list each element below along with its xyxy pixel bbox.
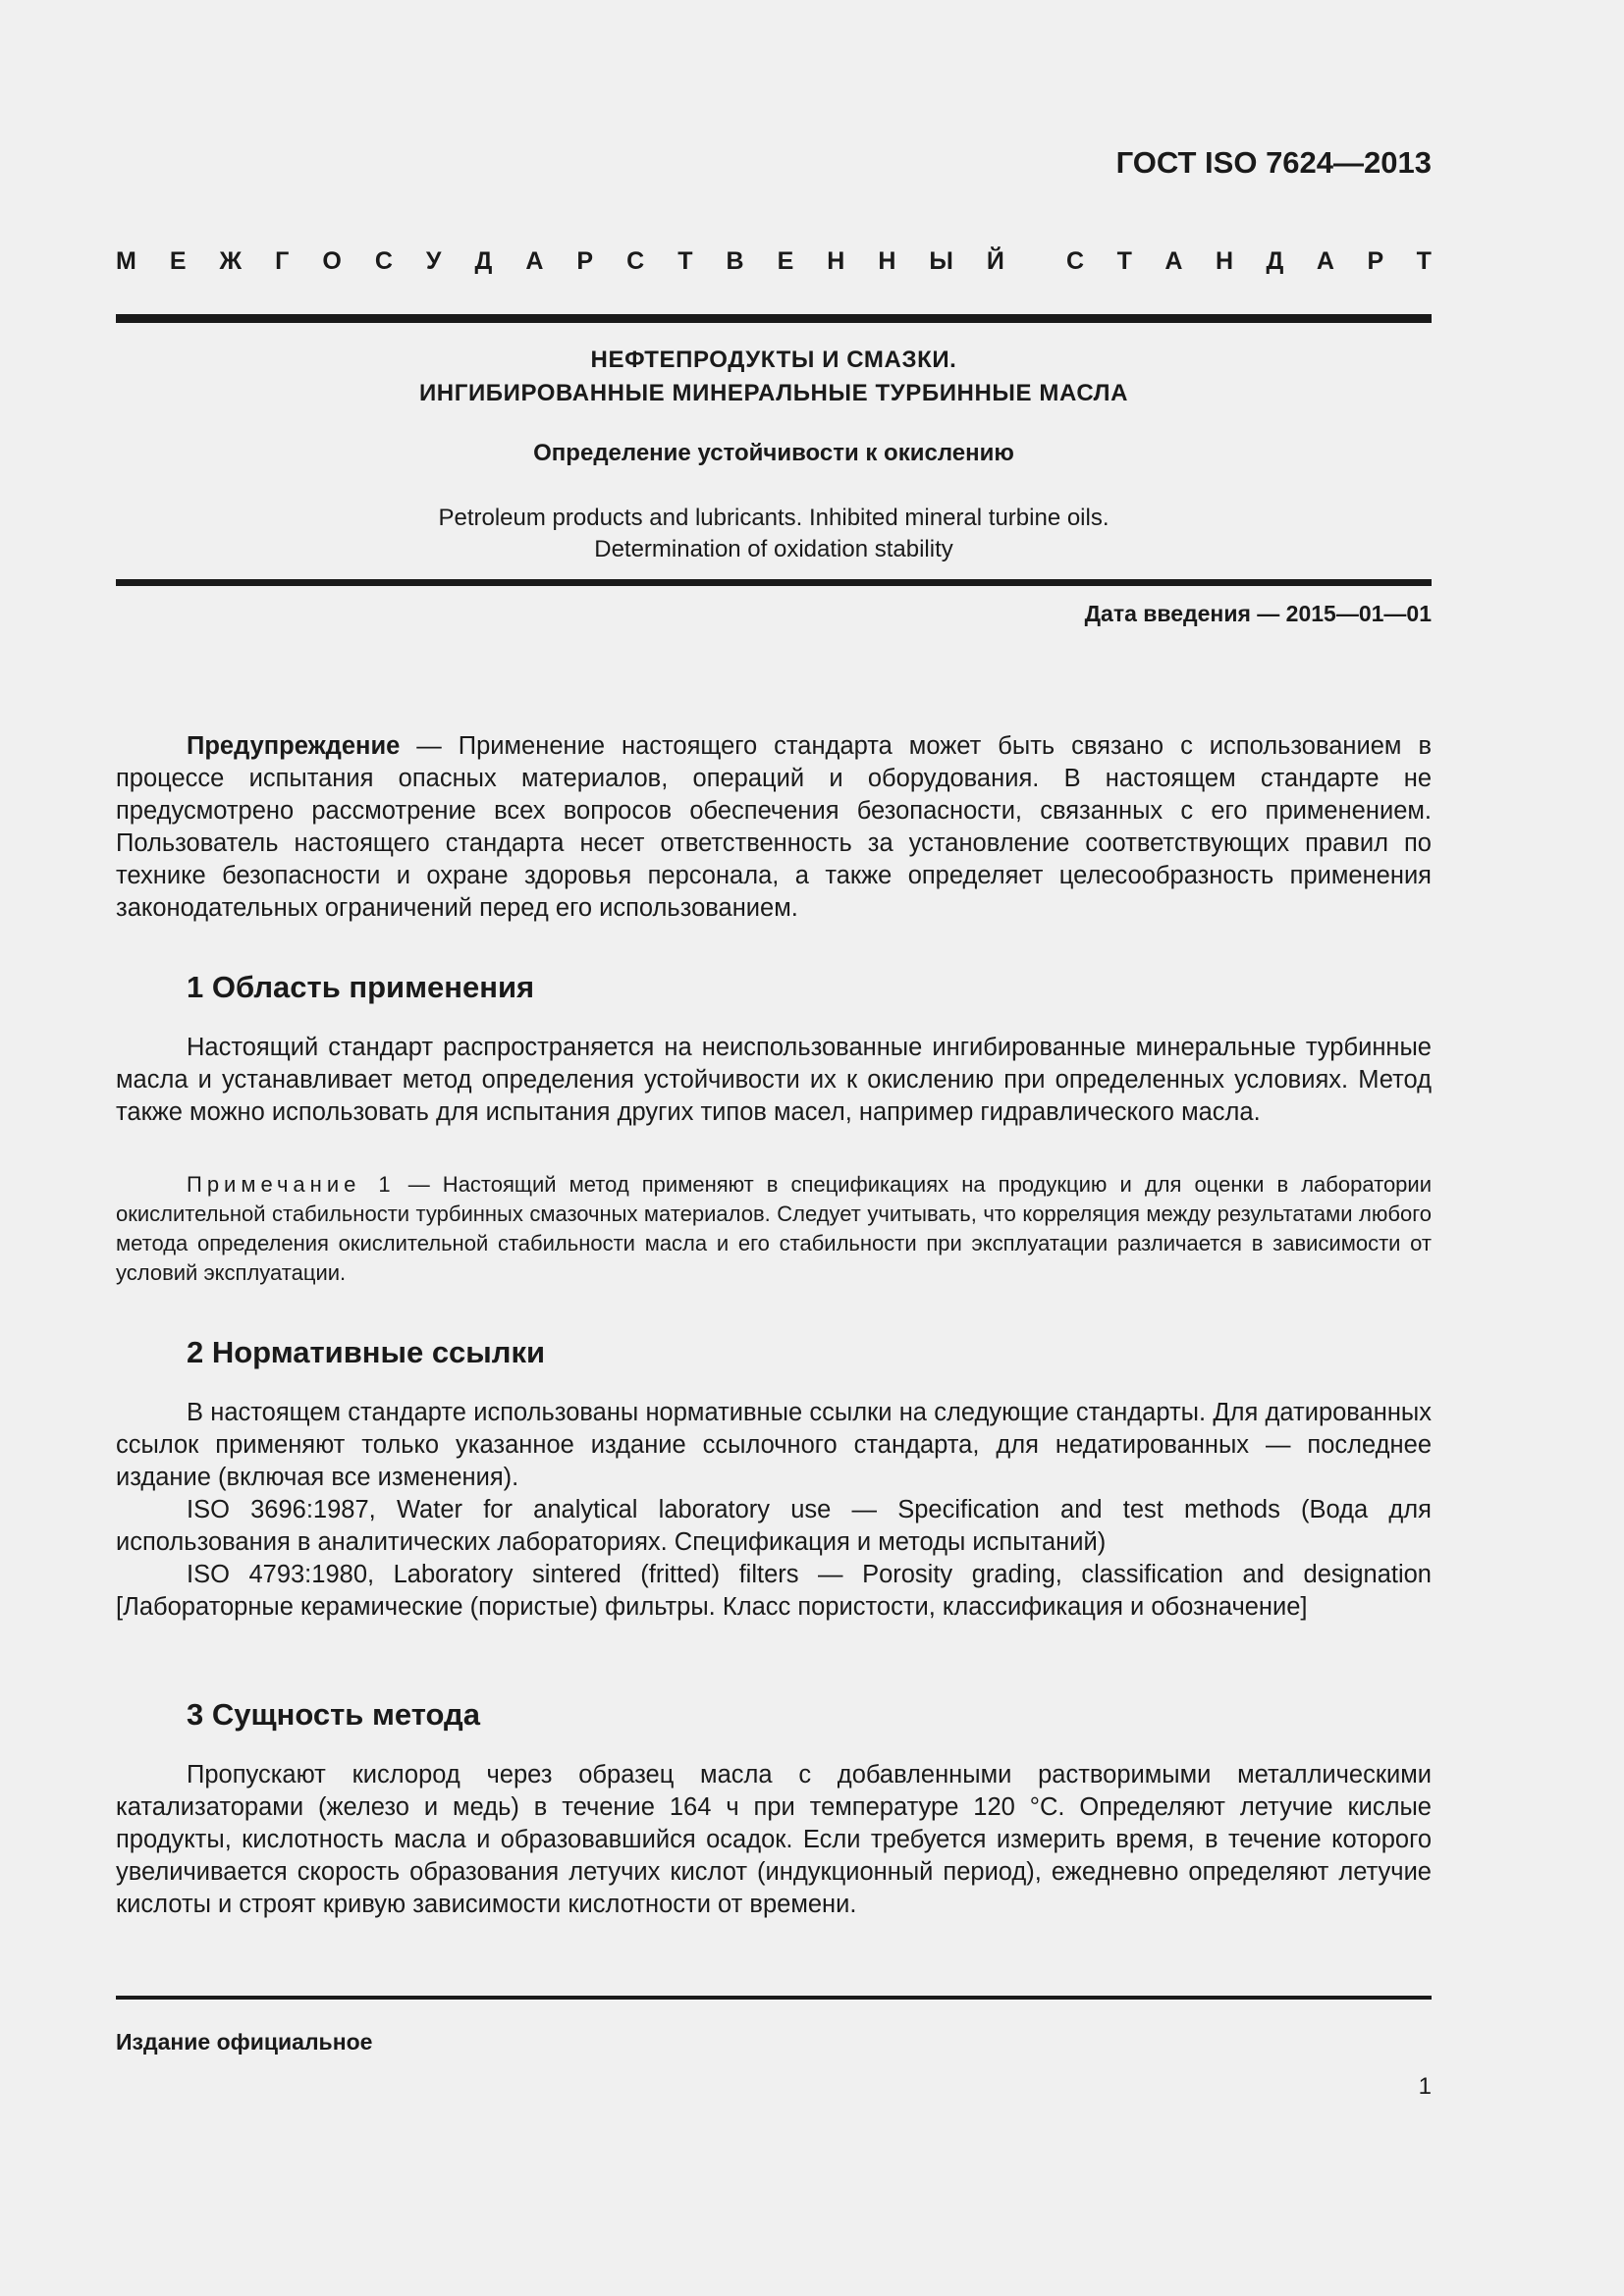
note-label: Примечание 1 (187, 1172, 396, 1197)
banner-word-standard (1066, 247, 1432, 276)
banner-letter: Й (986, 247, 1004, 275)
title-line-2: ИНГИБИРОВАННЫЕ МИНЕРАЛЬНЫЕ ТУРБИННЫЕ МАСЛА (418, 380, 1129, 406)
banner-letter: О (322, 247, 342, 275)
reference-item: ISO 3696:1987, Water for analytical laboratory use — Specification and test methods (Вода для использования в аналитических лабораториях. Спецификация и методы испытаний) (116, 1496, 1432, 1556)
introduction-date: Дата введения — 2015—01—01 (1084, 601, 1432, 626)
banner-letter: Р (1367, 247, 1384, 275)
title-line-1: НЕФТЕПРОДУКТЫ И СМАЗКИ. (590, 347, 957, 373)
banner-letter: С (1066, 247, 1085, 275)
banner-letter: Т (1416, 247, 1432, 275)
english-title-line-2: Determination of oxidation stability (594, 536, 953, 562)
banner-letter: Е (169, 247, 187, 275)
banner-letter: Т (1116, 247, 1132, 275)
section-3-paragraph: Пропускают кислород через образец масла с добавленными растворимыми металлическими катализаторами (железо и медь) в течение 164 ч при температуре 120 °С. Определяют летучие кислые продукты, кислотность масла и образовавшийся осадок. Если требуется измерить время, в течение которого увеличивается скорость образования летучих кислот (индукционный период), ежедневно определяют летучие кислоты и строят кривую зависимости кислотности от времени. (116, 1761, 1432, 1918)
section-2-paragraph: В настоящем стандарте использованы нормативные ссылки на следующие стандарты. Для датированных ссылок применяют только указанное издание ссылочного стандарта, для недатированных — последнее издание (включая все изменения). (116, 1399, 1432, 1491)
reference-item: ISO 4793:1980, Laboratory sintered (fritted) filters — Porosity grading, classification and designation [Лабораторные керамические (пористые) фильтры. Класс пористости, классификация и обозначение] (116, 1561, 1432, 1621)
banner-letter: Д (1266, 247, 1284, 275)
interstate-standard-banner (116, 247, 1432, 276)
banner-letter: Т (677, 247, 693, 275)
banner-letter: Н (878, 247, 896, 275)
banner-letter: Г (275, 247, 290, 275)
banner-letter: А (1316, 247, 1334, 275)
banner-letter: Ы (929, 247, 953, 275)
banner-letter: А (1164, 247, 1183, 275)
official-edition-label: Издание официальное (116, 2029, 373, 2055)
banner-letter: У (425, 247, 442, 275)
banner-letter: Д (474, 247, 493, 275)
document-number: ГОСТ ISO 7624—2013 (1115, 145, 1432, 180)
warning-lead: Предупреждение (187, 732, 401, 760)
section-1-heading: 1 Область применения (187, 970, 535, 1004)
english-title (116, 503, 1432, 565)
english-title-line-1: Petroleum products and lubricants. Inhibited mineral turbine oils. (438, 505, 1110, 531)
banner-word-interstate (116, 247, 1004, 276)
warning-text: — Применение настоящего стандарта может быть связано с использованием в процессе испытания опасных материалов, операций и оборудования. В настоящем стандарте не предусмотрено рассмотрение всех вопросов обеспечения безопасности, связанных с его применением. Пользователь настоящего стандарта несет ответственность за установление соответствующих правил по технике безопасности и охране здоровья персонала, а также определяет целесообразность применения законодательных ограничений перед его использованием. (116, 732, 1432, 922)
banner-letter: С (374, 247, 393, 275)
banner-letter: В (726, 247, 744, 275)
note-text: — Настоящий метод применяют в спецификациях на продукцию и для оценки в лаборатории окислительной стабильности турбинных смазочных материалов. Следует учитывать, что корреляция между результатами любого метода определения окислительной стабильности масла и его стабильности при эксплуатации различается в зависимости от условий эксплуатации. (116, 1172, 1432, 1285)
banner-letter: Н (1215, 247, 1234, 275)
page-number: 1 (1418, 2073, 1432, 2100)
banner-letter: А (525, 247, 544, 275)
banner-letter: Е (777, 247, 794, 275)
banner-letter: Ж (219, 247, 243, 275)
banner-letter: С (626, 247, 645, 275)
banner-letter: М (116, 247, 136, 275)
document-title (116, 344, 1432, 410)
warning-paragraph (116, 730, 1432, 925)
top-divider (116, 314, 1432, 323)
title-divider (116, 579, 1432, 586)
document-subtitle: Определение устойчивости к окислению (533, 440, 1014, 466)
section-2-heading: 2 Нормативные ссылки (187, 1335, 546, 1369)
banner-letter: Р (576, 247, 594, 275)
banner-letter: Н (827, 247, 845, 275)
section-3-heading: 3 Сущность метода (187, 1697, 480, 1732)
section-1-paragraph: Настоящий стандарт распространяется на неиспользованные ингибированные минеральные турбинные масла и устанавливает метод определения устойчивости их к окислению при определенных условиях. Метод также можно использовать для испытания других типов масел, например гидравлического масла. (116, 1034, 1432, 1126)
footer-divider (116, 1996, 1432, 2000)
section-1-note (116, 1170, 1432, 1288)
